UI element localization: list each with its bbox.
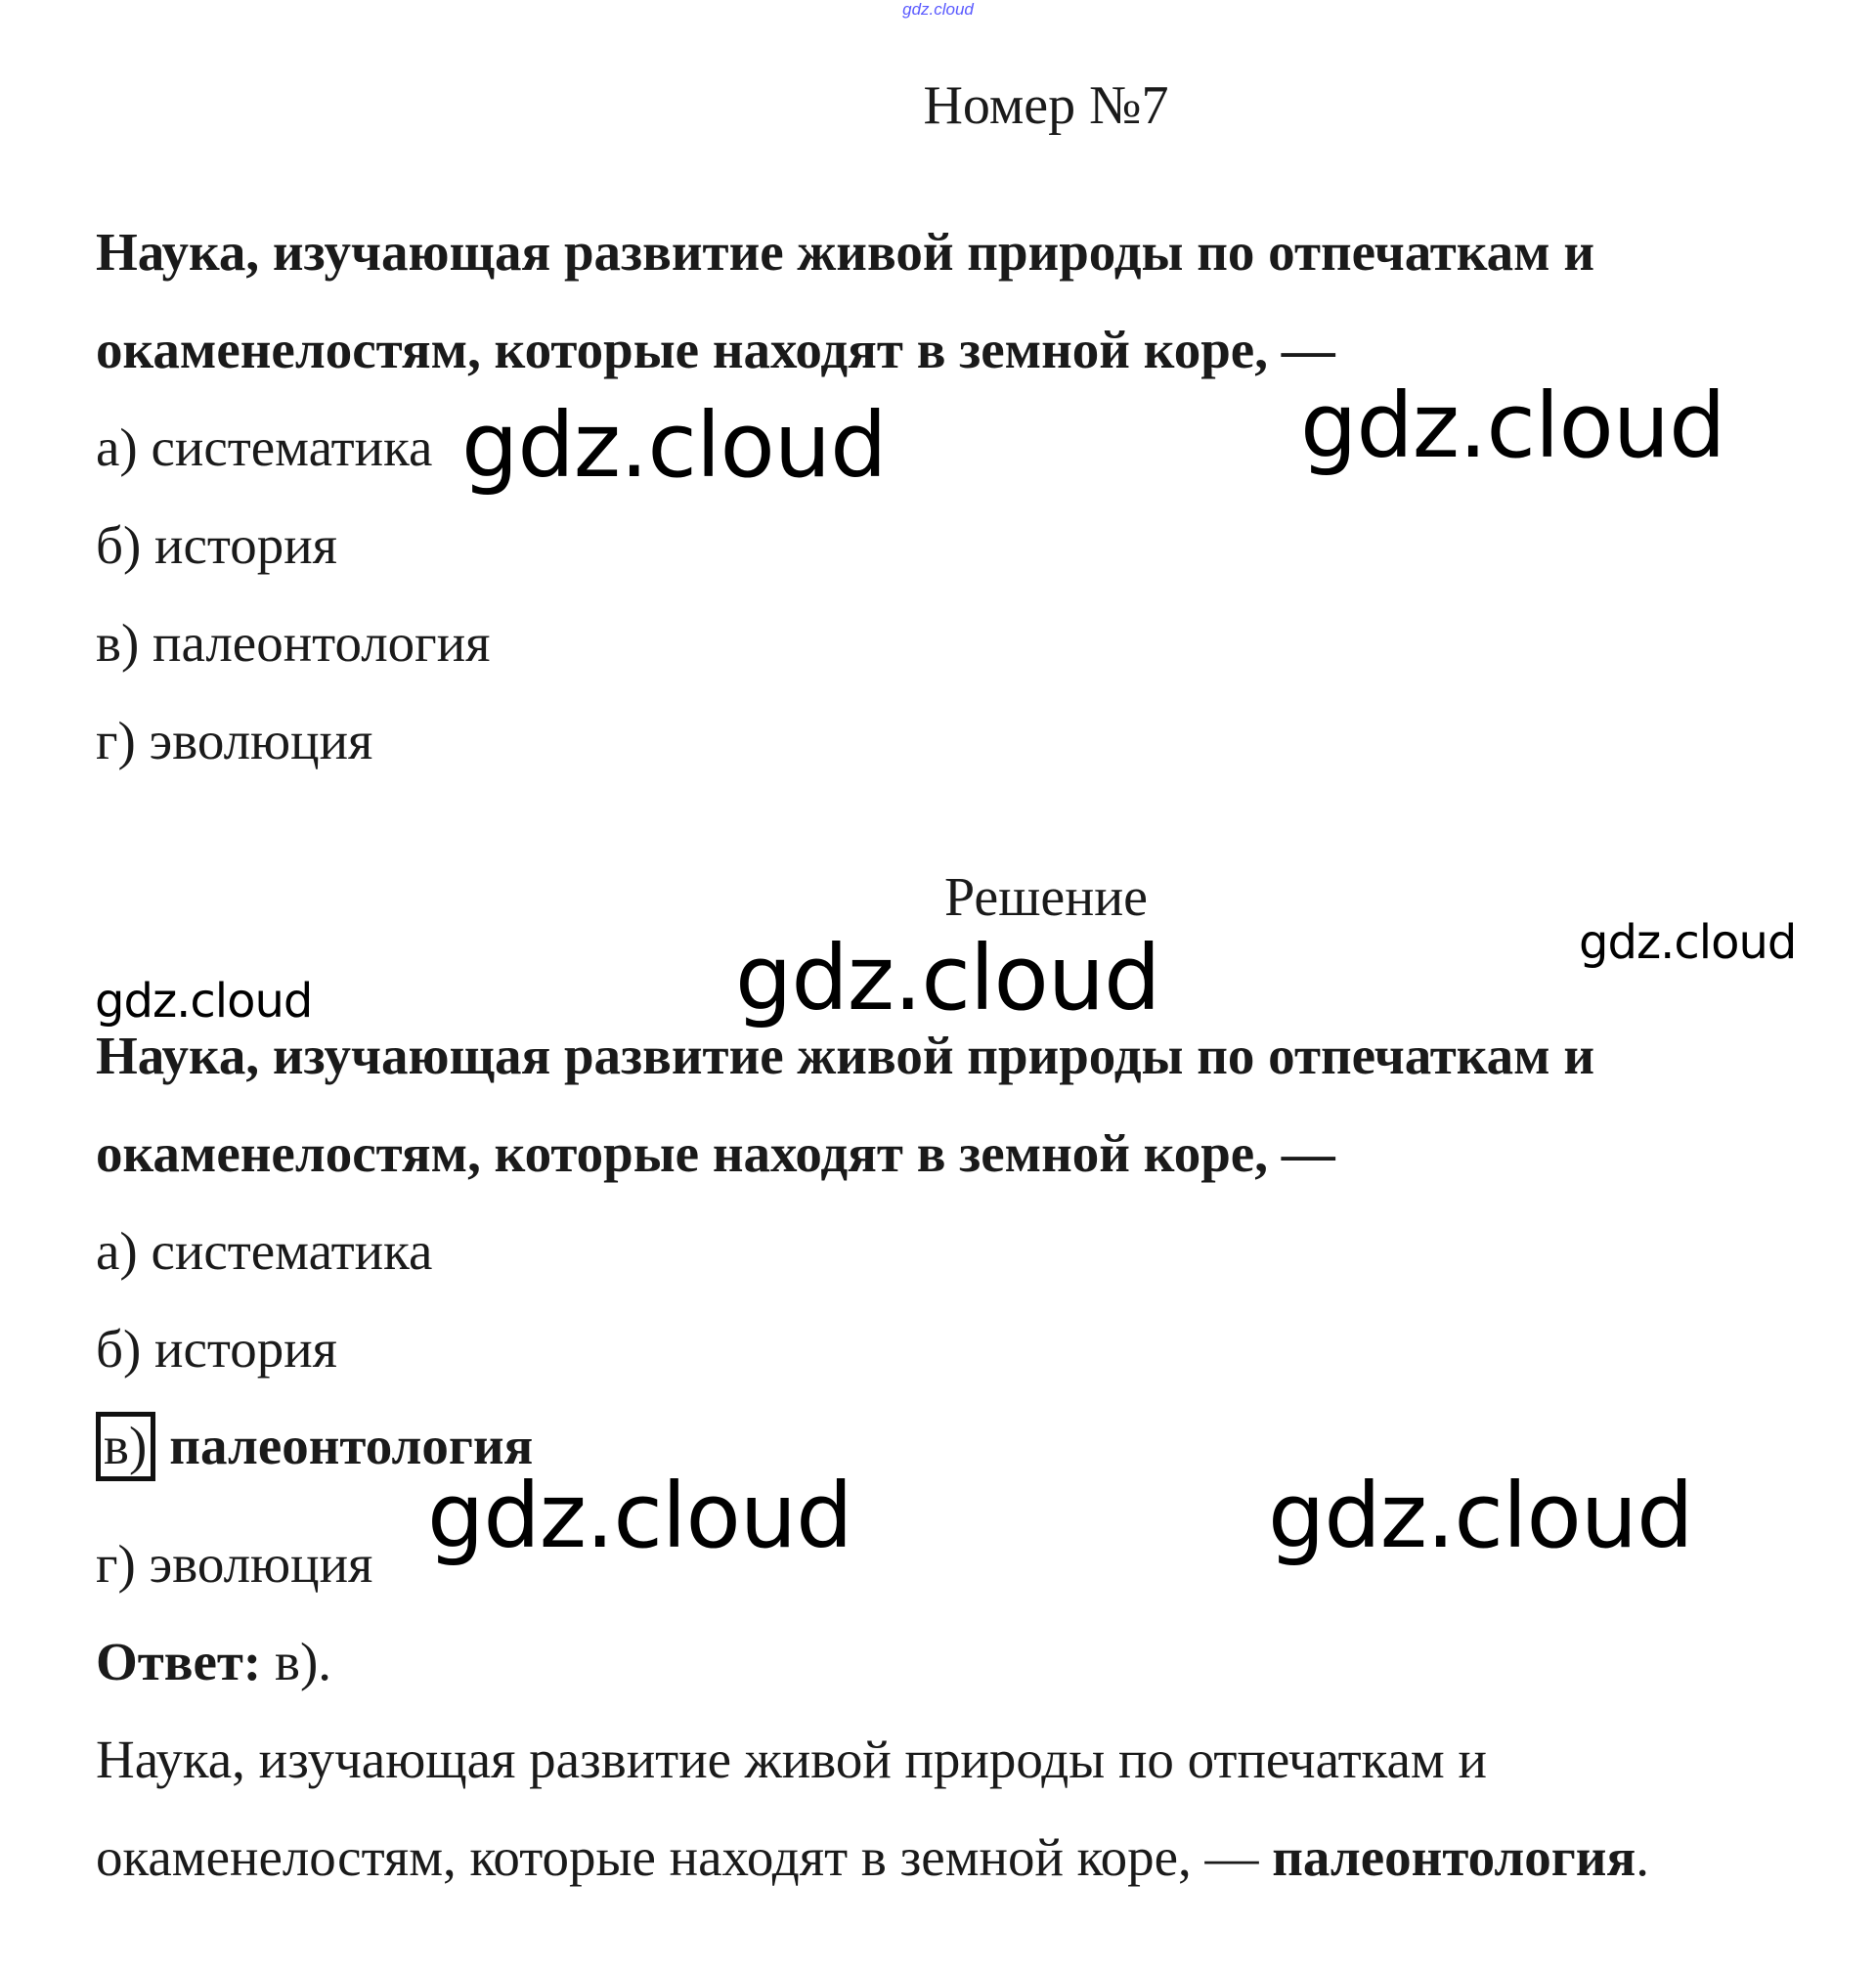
explanation-line-1: Наука, изучающая развитие живой природы по отпечаткам и bbox=[96, 1730, 1487, 1789]
answer-value: в). bbox=[261, 1632, 332, 1691]
solution-option-a: а) систематика bbox=[96, 1221, 433, 1281]
watermark-4: gdz.cloud bbox=[735, 926, 1160, 1030]
explanation-end: . bbox=[1636, 1827, 1649, 1887]
watermark-2: gdz.cloud bbox=[1300, 373, 1725, 478]
solution-question-line-2: окаменелостям, которые находят в земной коре, — bbox=[96, 1123, 1335, 1183]
explanation-line-2 bbox=[96, 1827, 1649, 1887]
explanation-text: окаменелостям, которые находят в земной коре, — bbox=[96, 1827, 1273, 1887]
answer-line bbox=[96, 1632, 332, 1691]
solution-heading: Решение bbox=[943, 867, 1149, 928]
watermark-6: gdz.cloud bbox=[427, 1464, 852, 1568]
solution-option-b: б) история bbox=[96, 1319, 337, 1379]
option-a: а) систематика bbox=[96, 417, 433, 477]
answer-label: Ответ: bbox=[96, 1632, 262, 1691]
page-title: Номер №7 bbox=[923, 75, 1169, 136]
solution-question-line-1: Наука, изучающая развитие живой природы по отпечаткам и bbox=[96, 1026, 1595, 1085]
explanation-bold-term: палеонтология bbox=[1272, 1827, 1636, 1887]
watermark-3: gdz.cloud bbox=[1579, 915, 1797, 970]
option-d: г) эволюция bbox=[96, 711, 373, 770]
watermark-1: gdz.cloud bbox=[461, 393, 887, 498]
solution-option-d: г) эволюция bbox=[96, 1534, 373, 1594]
header-watermark: gdz.cloud bbox=[902, 0, 974, 19]
watermark-5: gdz.cloud bbox=[95, 974, 313, 1029]
option-b: б) история bbox=[96, 515, 337, 575]
watermark-7: gdz.cloud bbox=[1268, 1464, 1693, 1568]
option-c: в) палеонтология bbox=[96, 613, 491, 673]
selected-answer-text: палеонтология bbox=[169, 1416, 534, 1475]
selected-answer-box: в) bbox=[96, 1412, 155, 1481]
question-line-1: Наука, изучающая развитие живой природы по отпечаткам и bbox=[96, 222, 1595, 282]
question-line-2: окаменелостям, которые находят в земной коре, — bbox=[96, 320, 1335, 379]
